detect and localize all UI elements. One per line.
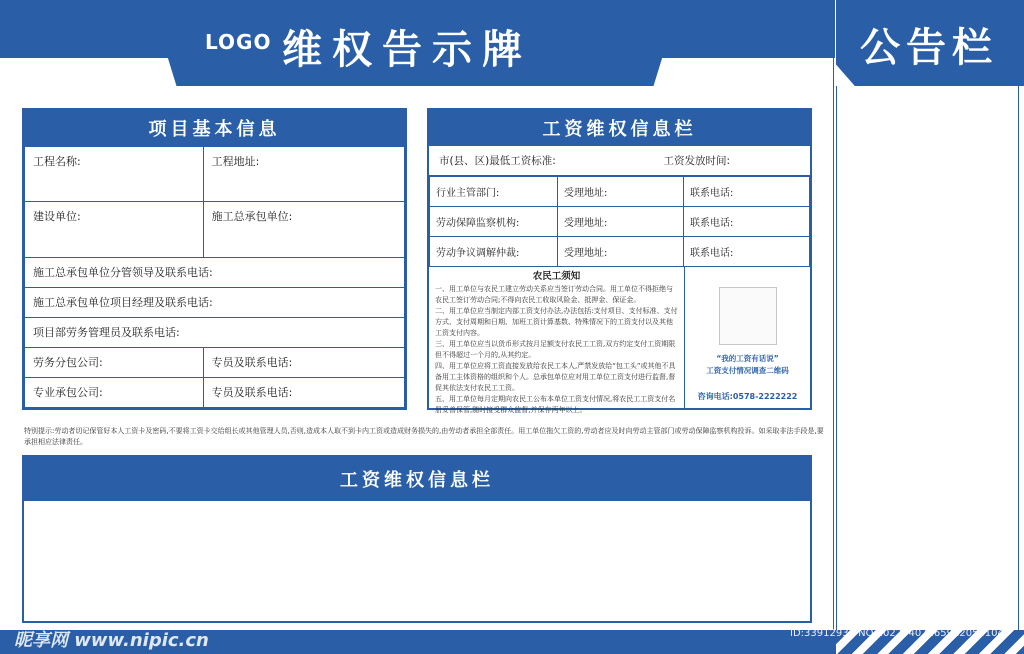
labor-contact-cell: 专员及联系电话: [203,348,404,378]
dept-cell: 劳动保障监察机构: [430,207,558,237]
bottom-panel-title: 工资维权信息栏 [24,457,810,501]
bottom-wage-panel [22,455,812,623]
wage-info-title: 工资维权信息栏 [429,110,810,146]
notice-title: 农民工须知 [532,271,581,282]
dept-cell: 劳动争议调解仲裁: [430,237,558,267]
bulletin-title: 公告栏 [860,25,998,71]
address-cell: 受理地址: [558,207,684,237]
contractor-leader-cell: 施工总承包单位分管领导及联系电话: [25,258,405,288]
project-info-panel [22,108,407,410]
contractor-pm-cell: 施工总承包单位项目经理及联系电话: [25,288,405,318]
logo: LOGO [205,30,272,54]
board-title: 维权告示牌 [282,27,532,73]
wage-standard-row [429,146,810,176]
phone-cell: 联系电话: [684,237,810,267]
wage-info-panel [427,108,812,414]
address-cell: 受理地址: [558,237,684,267]
notice-area [429,267,810,414]
notice-item: 三、用工单位应当以货币形式按月足额支付农民工工资,双方约定支付工资期限但不得超过一个月的,从其约定。 [435,340,676,359]
notice-item: 二、用工单位应当制定内部工资支付办法,办法包括:支付项目、支付标准、支付方式、支付周期和日期、加班工资计算基数、特殊情况下的工资支付以及其他工资支付内容。 [435,307,678,337]
notice-item: 五、用工单位每月定期向农民工公布本单位工资支付情况,将农民工工资支付名册妥善保管,随时接受群众监督,并保存两年以上。 [435,395,676,414]
labor-subcontract-cell: 劳务分包公司: [25,348,204,378]
qr-caption: 工资支付情况调查二维码 [706,366,789,375]
project-address-cell: 工程地址: [203,147,404,202]
qr-code-image[interactable] [719,287,777,345]
project-info-title: 项目基本信息 [24,110,405,146]
special-note: 特别提示:劳动者切记保管好本人工资卡及密码,不要将工资卡交给组长或其他管理人员,否则,造成本人取不到卡内工资或造成财务损失的,由劳动者承担全部责任。用工单位拖欠工资的,劳动者应及时向劳动主管部门或劳动保障监察机构投诉。如采取非法手段是,要承担相应法律责任。 [24,427,824,446]
specialty-contact-cell: 专员及联系电话: [203,378,404,408]
frame-line-left [833,58,834,630]
project-name-cell: 工程名称: [25,147,204,202]
phone-cell: 联系电话: [684,207,810,237]
wage-contacts-table [429,176,810,267]
project-info-table [24,146,405,408]
notice-item: 一、用工单位与农民工建立劳动关系应当签订劳动合同。用工单位不得拒绝与农民工签订劳动合同;不得向农民工收取风险金、抵押金、保证金。 [435,285,673,304]
watermark-id: ID:33912936 NO:20220407165912058104 [790,628,1004,639]
notice-item: 四、用工单位应将工资直接发放给农民工本人,严禁发放给“包工头”或其他不具备用工主体资格的组织和个人。总承包单位应对用工单位工资支付进行监督,督促其依法支付农民工工资。 [435,362,676,392]
labor-manager-cell: 项目部劳务管理员及联系电话: [25,318,405,348]
watermark-site: 昵享网 www.nipic.cn [14,630,209,651]
contractor-cell: 施工总承包单位: [203,202,404,258]
min-wage-label: 市(县、区)最低工资标准: [439,155,556,167]
dept-cell: 行业主管部门: [430,177,558,207]
frame-line-right-edge [1018,86,1019,630]
hotline: 咨询电话:0578-2222222 [697,392,798,401]
qr-label: “我的工资有话说” [716,354,779,363]
specialty-subcontract-cell: 专业承包公司: [25,378,204,408]
frame-line-right-panel [836,86,837,630]
qr-area [685,267,810,409]
pay-time-label: 工资发放时间: [663,155,730,167]
builder-cell: 建设单位: [25,202,204,258]
address-cell: 受理地址: [558,177,684,207]
notice-text [429,267,685,414]
phone-cell: 联系电话: [684,177,810,207]
